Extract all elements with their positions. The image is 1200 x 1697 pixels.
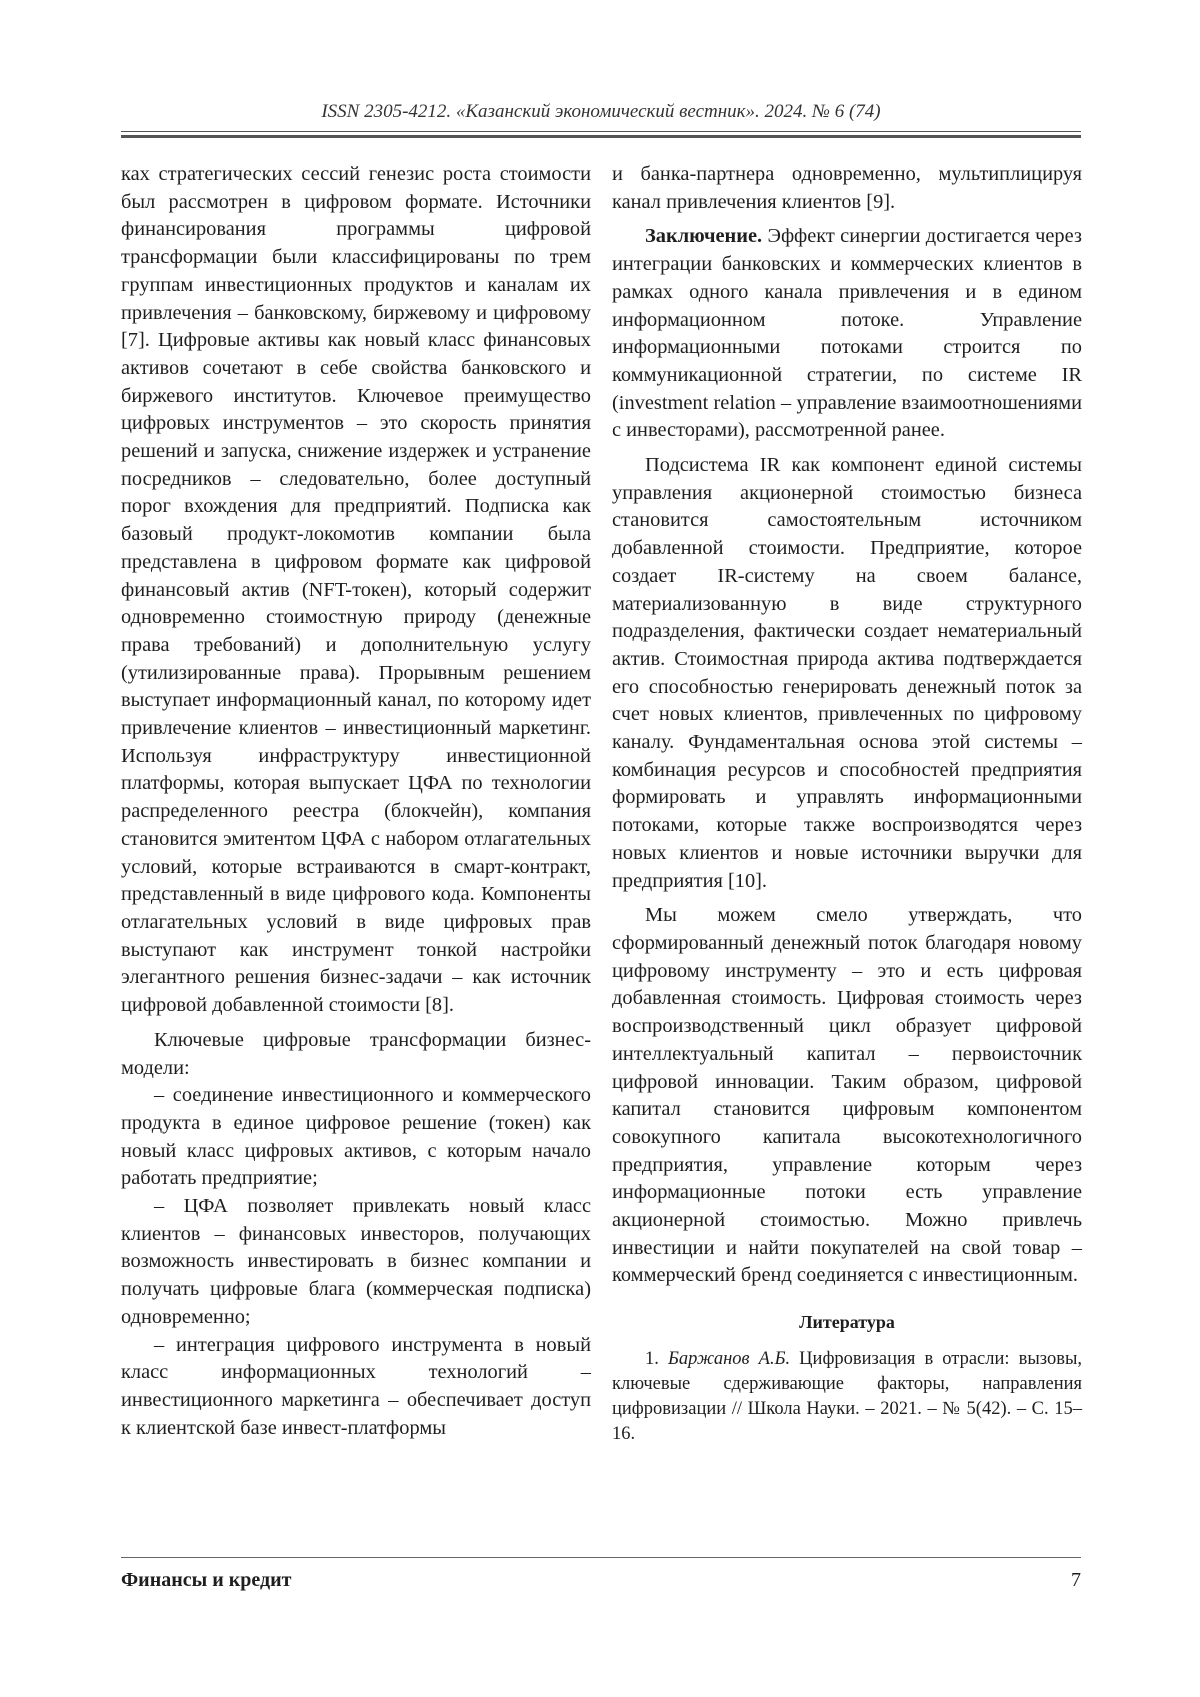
- paragraph: Ключевые цифровые трансформации бизнес-модели:: [121, 1028, 591, 1079]
- reference-number: 1.: [645, 1349, 668, 1370]
- footer-rule: [121, 1557, 1081, 1558]
- paragraph: и банка-партнера одновременно, мультиплицируя канал привлечения клиентов [9].: [612, 163, 1082, 213]
- conclusion-paragraph: [612, 223, 1082, 445]
- right-column: [612, 161, 1082, 1447]
- conclusion-text: Эффект синергии достигается через интеграции банковских и коммерческих клиентов в рамках одного канала привлечения и в едином информационном потоке. Управление информационными потоками строится по коммуникационной стратегии, по системе IR (investment relation – управление взаимоотношениями с инвесторами), рассмотренной ранее.: [612, 225, 1082, 442]
- list-item: – интеграция цифрового инструмента в новый класс информационных технологий – инвестиционного маркетинга – обеспечивает доступ к клиентской базе инвест-платформы: [121, 1333, 591, 1439]
- header-rule-thin: [121, 131, 1081, 132]
- page-number: 7: [1071, 1569, 1081, 1591]
- paragraph: Подсистема IR как компонент единой системы управления акционерной стоимостью бизнеса становится самостоятельным источником добавленной стоимости. Предприятие, которое создает IR-систему на своем балансе, материализованную в виде структурного подразделения, фактически создает нематериальный актив. Стоимостная природа актива подтверждается его способностью генерировать денежный поток за счет новых клиентов, привлеченных по цифровому каналу. Фундаментальная основа этой системы – комбинация ресурсов и способностей предприятия формировать и управлять информационными потоками, которые также воспроизводятся через новых клиентов и новые источники выручки для предприятия [10].: [612, 454, 1082, 892]
- left-column: [121, 161, 591, 1442]
- journal-header: ISSN 2305-4212. «Казанский экономический вестник». 2024. № 6 (74): [321, 101, 881, 122]
- reference-author: Баржанов А.Б.: [667, 1349, 791, 1370]
- footer-section-title: Финансы и кредит: [121, 1569, 292, 1591]
- reference-item: [612, 1347, 1082, 1447]
- conclusion-heading: Заключение.: [645, 225, 763, 248]
- paragraph: Мы можем смело утверждать, что сформированный денежный поток благодаря новому цифровому инструменту – это и есть цифровая добавленная стоимость. Цифровая стоимость через воспроизводственный цикл образует цифровой интеллектуальный капитал – первоисточник цифровой инновации. Таким образом, цифровой капитал становится цифровым компонентом совокупного капитала высокотехнологичного предприятия, управление которым через информационные потоки есть управление акционерной стоимостью. Можно привлечь инвестиции и найти покупателей на свой товар – коммерческий бренд соединяется с инвестиционным.: [612, 904, 1082, 1287]
- list-item: – ЦФА позволяет привлекать новый класс клиентов – финансовых инвесторов, получающих возможность инвестировать в бизнес компании и получать цифровые блага (коммерческая подписка) одновременно;: [121, 1195, 591, 1328]
- paragraph: ках стратегических сессий генезис роста стоимости был рассмотрен в цифровом формате. Источники финансирования программы цифровой трансформации были классифицированы по трем группам инвестиционных продуктов и каналам их привлечения – банковскому, биржевому и цифровому [7]. Цифровые активы как новый класс финансовых активов сочетают в себе свойства банковского и биржевого институтов. Ключевое преимущество цифровых инструментов – это скорость принятия решений и запуска, снижение издержек и устранение посредников – следовательно, более доступный порог вхождения для предприятий. Подписка как базовый продукт-локомотив компании была представлена в цифровом формате как цифровой финансовый актив (NFT-токен), который содержит одновременно стоимостную природу (денежные права требований) и дополнительную услугу (утилизированные права). Прорывным решением выступает информационный канал, по которому идет привлечение клиентов – инвестиционный маркетинг. Используя инфраструктуру инвестиционной платформы, которая выпускает ЦФА по технологии распределенного реестра (блокчейн), компания становится эмитентом ЦФА с набором отлагательных условий, которые встраиваются в смарт-контракт, представленный в виде цифрового кода. Компоненты отлагательных условий в виде цифровых прав выступают как инструмент тонкой настройки элегантного решения бизнес-задачи – как источник цифровой добавленной стоимости [8].: [121, 163, 591, 1017]
- list-item: – соединение инвестиционного и коммерческого продукта в единое цифровое решение (токен) как новый класс цифровых активов, с которым начало работать предприятие;: [121, 1084, 591, 1190]
- literature-heading: Литература: [799, 1312, 895, 1333]
- reference-text: Цифровизация в отрасли: вызовы, ключевые сдерживающие факторы, направления цифровизации // Школа Науки. – 2021. – № 5(42). – С. 15–16.: [612, 1349, 1082, 1445]
- header-rule-thick: [121, 135, 1081, 138]
